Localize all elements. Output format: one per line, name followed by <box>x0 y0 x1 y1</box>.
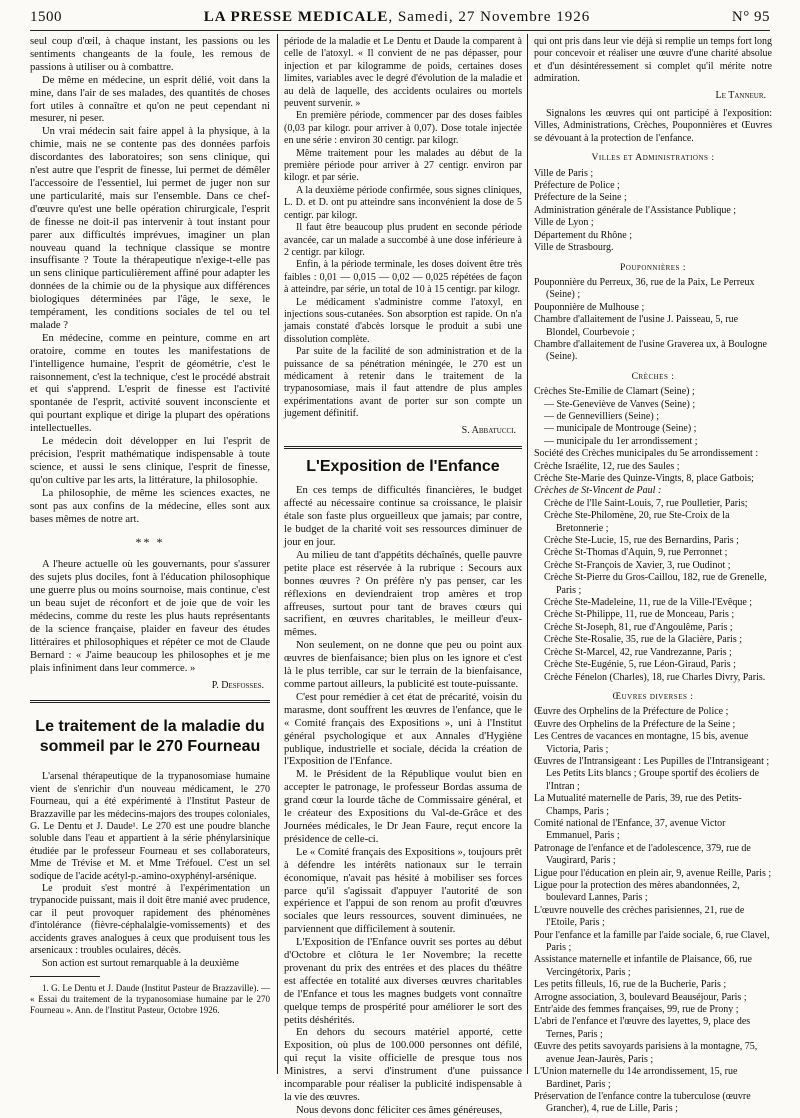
list-item: Ville de Strasbourg. <box>534 242 614 254</box>
list-item: Crèche Ste-Madeleine, 11, rue de la Ville-l'Evêque ; <box>544 597 753 609</box>
list-item: Crèche Israélite, 12, rue des Saules ; <box>534 460 680 472</box>
paragraph: C'est pour remédier à cet état de précarité, voisin du marasme, dont souffrent les œuvres de l'enfance, que le « Comité français des Expositions », uni à l'Institut général psychologique et aux Annales d'Hygiène publique, industrielle et sociale, décida la création de l'Exposition de l'Enfance. <box>284 691 522 768</box>
article-title: L'Exposition de l'Enfance <box>306 457 500 475</box>
section-stars: ** * <box>135 535 165 550</box>
paragraph: A la deuxième période confirmée, sous signes cliniques, L. D. et D. ont pu atteindre sans inconvénient la dose de 5 centigr. par kilogr. <box>284 184 522 221</box>
paragraph: Nous devons donc féliciter ces âmes généreuses, <box>296 1104 503 1116</box>
list-item: Crèche St-Thomas d'Aquin, 9, rue Perronnet ; <box>544 547 728 559</box>
list-item: Crèche Ste-Lucie, 15, rue des Bernardins, Paris ; <box>544 535 739 547</box>
list-item: Administration générale de l'Assistance Publique ; <box>534 204 737 216</box>
list-item: L'œuvre nouvelle des crèches parisiennes, 21, rue de l'Etoile, Paris ; <box>534 904 745 929</box>
list-item: La Mutualité maternelle de Paris, 39, rue des Petits-Champs, Paris ; <box>534 793 742 817</box>
paragraph: L'arsenal thérapeutique de la trypanosomiase humaine vient de s'enrichir d'un nouveau médicament, le 270 Fourneau, qui a été expérimenté à l'Institut Pasteur de Brazzaville par les médecins-majors des troupes coloniales, G. Le Dentu et J. Daude¹. Le 270 est une poudre blanche soluble dans l'eau et appartient à la série phénylarsinique étudiée par le professeur Fourneau et ses collaborateurs, Mme de Trévise et M. et Mme Tréfouel. C'est un sel sodique de l'acide acétyl-p.-amino-oxyphényl-arsénique. <box>30 771 270 882</box>
paragraph: qui ont pris dans leur vie déjà si remplie un temps fort long pour concevoir et réaliser une œuvre d'une charité absolue et d'un désintéressement si complet qu'il mérite notre admiration. <box>534 36 772 85</box>
list-item: Préfecture de Police ; <box>534 180 620 192</box>
paragraph: En dehors du secours matériel apporté, cette Exposition, où plus de 100.000 personnes ont défilé, qui reçut la visite officielle de presque tous nos Ministres, a servi d'instrument d'une puissance incomparable pour réaliser la publicité indispensable à la vie des œuvres. <box>284 1027 522 1103</box>
author-signature: P. Desfosses. <box>211 679 264 691</box>
paragraph: Le médicament s'administre comme l'atoxyl, en injections sous-cutanées. Son absorption est rapide. On n'a jamais constaté d'abcès lorsque le produit a subi une dissolution complète. <box>284 296 522 345</box>
paragraph: Un vrai médecin sait faire appel à la physique, à la chimie, mais ne se contente pas des données parfois discordantes des laboratoires; son sens clinique, qui n'est autre que l'esprit de finesse, lui permet de démêler l'accessoire de l'essentiel, lui permet de juger non sur une particularité, mais sur l'ensemble. Dans ce chef-d'œuvre qu'est une belle opération chirurgicale, l'esprit de finesse ne doit-il pas intervenir à tout instant pour parer aux difficultés imprévues, imaginer un plan nouveau quand la technique classique se montre insuffisante ? Toute la thérapeutique n'exige-t-elle pas un sens clinique particulièrement affiné pour adapter les données de la chimie ou de la physique aux différences biologiques déterminées par l'âge, le sexe, le tempérament, les conditions sociales de tel ou tel malade ? <box>30 126 270 331</box>
footnote: 1. G. Le Dentu et J. Daude (Institut Pasteur de Brazzaville). — « Essai du traitement de la trypanosomiase humaine par le 270 Fourneau ». Ann. de l'Institut Pasteur, Octobre 1926. <box>30 982 270 1015</box>
article-separator <box>284 446 522 449</box>
paragraph: Le médecin doit développer en lui l'esprit de précision, l'esprit mathématique indispensable à toute science, et aussi le sens clinique, l'esprit de finesse, qu'on cultive par les arts, la littérature, la philosophie. <box>30 436 270 486</box>
list-item: — municipale du 1er arrondissement ; <box>544 435 698 447</box>
creches-list <box>534 386 772 684</box>
list-item: Entr'aide des femmes françaises, 99, rue de Prony ; <box>534 1004 739 1016</box>
section-heading: Œuvres diverses : <box>612 690 694 702</box>
paragraph: seul coup d'œil, à chaque instant, les passions ou les sentiments changeants de la foule, les remous de passions à utiliser ou à combattre. <box>30 36 270 73</box>
page-number: 1500 <box>30 8 62 25</box>
paragraph: M. le Président de la République voulut bien en accepter le patronage, le professeur Bordas assuma de grand cœur la lourde tâche de Commissaire général, et le créateur des Expositions du Val-de-Grâce et des Journées médicales, le Dr Jean Faure, reçut encore la présidence de celle-ci. <box>284 769 522 845</box>
list-item: Crèche St-François de Xavier, 3, rue Oudinot ; <box>544 559 731 571</box>
list-item: Crèche St-Joseph, 81, rue d'Angoulême, Paris ; <box>544 621 733 633</box>
paragraph: période de la maladie et Le Dentu et Daude la comparent à celle de l'atoxyl. « Il convient de ne pas dépasser, pour injection et par kilogramme de poids, certaines doses limites, variables avec le degré d'évolution de la maladie et au delà de laquelle, des accidents oculaires ou mortels peuvent survenir. » <box>284 36 522 110</box>
oeuvres-list <box>534 706 772 1115</box>
column-divider-1 <box>277 34 278 1074</box>
pouponnieres-list <box>534 277 772 364</box>
paragraph: En première période, commencer par des doses faibles (0,03 par kilogr. pour arriver à 0,07). Dose totale injectée en une série : environ 30 centigr. par kilogr. <box>284 110 522 147</box>
list-item: Préfecture de la Seine ; <box>534 192 627 204</box>
list-item: Arrogne association, 3, boulevard Beauséjour, Paris ; <box>534 991 747 1003</box>
list-item: Chambre d'allaitement de l'usine J. Paisseau, 5, rue Blondel, Courbevoie ; <box>534 314 739 338</box>
issue-number: N° 95 <box>731 8 770 25</box>
list-item: Les Centres de vacances en montagne, 15 bis, avenue Victoria, Paris ; <box>534 731 749 755</box>
section-heading: Pouponnières : <box>619 261 686 273</box>
paragraph: Au milieu de tant d'appétits déchaînés, quelle pauvre petite place est réservée à la rubrique : Secours aux bonnes œuvres ? On préfère n'y pas penser, car les réflexions en deviendraient trop amères et trop affreuses, surtout pour tant de braves cœurs qui sacrifient, en œuvres charitables, le meilleur d'eux-mêmes. <box>284 549 522 639</box>
paragraph: A l'heure actuelle où les gouvernants, pour s'assurer des sujets plus dociles, font à l'éducation philosophique une guerre plus ou moins sournoise, mais continue, c'est un beau sujet de réconfort et de joie que de voir les médecins, comme du reste les plus hauts représentants de la science française, plaider en faveur des études littéraires et philosophiques et répéter ce mot de Claude Bernard : « J'aime beaucoup les philosophes et je me plais infiniment dans leur commerce. » <box>30 559 270 674</box>
list-item: Crèche Ste-Marie des Quinze-Vingts, 8, place Gatbois; <box>534 473 754 484</box>
list-item: Crèche Ste-Rosalie, 35, rue de la Glacière, Paris ; <box>544 634 742 646</box>
footnote-rule <box>30 976 100 977</box>
issue-date: , Samedi, 27 Novembre 1926 <box>388 8 591 25</box>
list-item: Crèche de l'Ile Saint-Louis, 7, rue Poulletier, Paris; <box>544 497 748 509</box>
list-item: Préservation de l'enfance contre la tuberculose (œuvre Grancher), 4, rue de Lille, Paris ; <box>534 1090 751 1115</box>
list-item: Œuvre des Orphelins de la Préfecture de la Seine ; <box>534 718 736 730</box>
paragraph: Le « Comité français des Expositions », toujours prêt à défendre les intérêts nationaux sur le terrain économique, n'avait pas hésité à mobiliser ses forces parce qu'il s'agissait d'appuyer l'autorité de son expérience et l'appui de son renom au profit d'œuvres sociales que leurs ressources, souvent diminuées, ne parviennent que difficilement à soutenir. <box>284 846 522 936</box>
list-item: Ligue pour la protection des mères abandonnées, 2, boulevard Lannes, Paris ; <box>534 880 740 904</box>
publication-name: LA PRESSE MEDICALE <box>203 8 389 25</box>
paragraph: Son action est surtout remarquable à la deuxième <box>42 957 239 969</box>
list-item: Ville de Lyon ; <box>534 217 594 229</box>
list-item: Crèche St-Marcel, 42, rue Vandrezanne, Paris ; <box>544 646 732 658</box>
paragraph: Le produit s'est montré à l'expérimentation un trypanocide puissant, mais il doit être manié avec prudence, car il peut provoquer rapidement des phénomènes d'intolérance (fièvre-céphalalgie-vomissements) et des accidents graves analogues à ceux que produisent tous les arsenicaux : troubles oculaires, décès. <box>30 883 270 957</box>
list-item: Département du Rhône ; <box>534 229 633 241</box>
paragraph: Par suite de la facilité de son administration et de la puissance de sa pénétration méningée, le 270 est un médicament à retenir dans le traitement de la trypanosomiase, mais il faut attendre de plus amples expérimentations avant de porter sur son compte un jugement définitif. <box>284 346 522 420</box>
section-heading: Crèches : <box>631 370 675 382</box>
list-item: Société des Crèches municipales du 5e arrondissement : <box>534 448 759 460</box>
list-item: Crèche St-Philippe, 11, rue de Monceau, Paris ; <box>544 609 735 621</box>
column-divider-2 <box>527 34 528 1074</box>
list-item: Chambre d'allaitement de l'usine Graverea ux, à Boulogne (Seine). <box>534 338 767 363</box>
author-signature: Le Tanneur. <box>715 89 766 101</box>
list-item: Œuvre des Orphelins de la Préfecture de Police ; <box>534 706 729 718</box>
list-item: L'Union maternelle du 14e arrondissement, 15, rue Bardinet, Paris ; <box>534 1066 738 1090</box>
list-item: Ville de Paris ; <box>534 167 594 179</box>
list-item: Patronage de l'enfance et de l'adolescence, 379, rue de Vaugirard, Paris ; <box>534 842 751 867</box>
list-item: Crèche St-Pierre du Gros-Caillou, 182, rue de Grenelle, Paris ; <box>544 572 767 596</box>
column-3 <box>534 36 772 1115</box>
list-item: Ligue pour l'éducation en plein air, 9, avenue Reille, Paris ; <box>534 867 772 879</box>
list-item: — de Gennevilliers (Seine) ; <box>544 410 659 422</box>
list-item: Œuvres de l'Intransigeant : Les Pupilles de l'Intransigeant ; Les Petits Lits blancs ; Groupe sportif des écoliers de l'Intran ; <box>534 755 770 792</box>
paragraph: L'Exposition de l'Enfance ouvrit ses portes au début d'Octobre et clôtura le 1er Novembre; la recette provenant du prix des entrées et des places du théâtre est affectée en totalité aux diverses œuvres charitables de l'Enfance et tous les magnes budgets vont connaître quelque temps de prospérité pour améliorer le sort des petits déshérités. <box>284 937 522 1026</box>
article-separator <box>30 700 270 703</box>
list-item: Crèche Fénelon (Charles), 18, rue Charles Divry, Paris. <box>544 671 766 683</box>
paragraph: Il faut être beaucoup plus prudent en seconde période avancée, car un malade a succombé à une dose inférieure à 2 centigr. par kilogr. <box>284 222 522 258</box>
list-item: — municipale de Montrouge (Seine) ; <box>544 423 697 435</box>
list-item: Assistance maternelle et infantile de Plaisance, 66, rue Vercingétorix, Paris ; <box>534 954 752 978</box>
author-signature: S. Abbatucci. <box>461 424 516 436</box>
paragraph: Enfin, à la période terminale, les doses doivent être très faibles : 0,01 — 0,015 — 0,02 — 0,025 répétées de façon à atteindre, par série, un total de 10 à 15 centigr. par kilogr. <box>284 259 522 296</box>
list-item: — Ste-Geneviève de Vanves (Seine) ; <box>544 398 696 410</box>
list-item: Pour l'enfance et la famille par l'aide sociale, 6, rue Clavel, Paris ; <box>534 929 770 954</box>
section-heading: Villes et Administrations : <box>591 152 715 164</box>
list-item: Crèche Ste-Eugénie, 5, rue Léon-Giraud, Paris ; <box>544 659 736 671</box>
column-1 <box>30 36 270 1076</box>
list-item: Les petits filleuls, 16, rue de la Bucherie, Paris ; <box>534 979 727 991</box>
paragraph: La philosophie, de même les sciences exactes, ne sont pas aux confins de la médecine, elles sont aux bases mêmes de notre art. <box>30 487 270 525</box>
paragraph: En ces temps de difficultés financières, le budget affecté au nécessaire continue sa croissance, le plaisir étale son faste plus orgueilleux que jamais; par contre, le budget de la charité voit ses ressources diminuer de jour en jour. <box>284 485 522 549</box>
list-item: Crèches de St-Vincent de Paul : <box>534 485 662 497</box>
article-title: Le traitement de la maladie du sommeil par le 270 Fourneau <box>35 718 265 756</box>
list-item: Comité national de l'Enfance, 37, avenue Victor Emmanuel, Paris ; <box>534 817 726 842</box>
list-item: Pouponnière de Mulhouse ; <box>534 301 645 313</box>
paragraph: Signalons les œuvres qui ont participé à l'exposition: Villes, Administrations, Crèches, Pouponnières et Œuvres se dévouant à la protection de l'enfance. <box>534 108 772 144</box>
paragraph: De même en médecine, un esprit délié, voit dans la mine, dans l'air de ses malades, des quantités de choses fort utiles à connaître et qu'on ne peut cependant ni mesurer, ni peser. <box>30 74 270 125</box>
page-header <box>30 6 770 28</box>
paragraph: En médecine, comme en peinture, comme en art oratoire, comme en toutes les manifestations de l'intelligence humaine, l'esprit de géométrie, c'est le raisonnement, c'est la technique, c'est le procédé abstrait et qui s'apprend. L'esprit de finesse est l'activité spontanée de l'esprit, activité souvent inconsciente et qui pourtant explique et dirige la plupart des opérations intellectuelles. <box>30 332 270 435</box>
paragraph: Même traitement pour les malades au début de la première période pour arriver à 27 centigr. environ par kilogr. et par série. <box>284 147 522 184</box>
list-item: L'abri de l'enfance et l'œuvre des layettes, 9, place des Ternes, Paris ; <box>534 1016 751 1040</box>
paragraph: Non seulement, on ne donne que peu ou point aux œuvres de bienfaisance; bien plus on les ignore et c'est là le plus terrible, car sur le terrain de la bienfaisance, comme partout ailleurs, la publicité est toute-puissante. <box>284 640 522 690</box>
column-2 <box>284 36 522 1116</box>
list-item: Pouponnière du Perreux, 36, rue de la Paix, Le Perreux (Seine) ; <box>534 276 755 301</box>
villes-list <box>534 168 772 255</box>
list-item: Crèches Ste-Emilie de Clamart (Seine) ; <box>534 386 695 398</box>
list-item: Crèche Ste-Philomène, 20, rue Ste-Croix de la Bretonnerie ; <box>544 510 730 534</box>
masthead <box>204 9 591 26</box>
list-item: Œuvre des petits savoyards parisiens à la montagne, 75, avenue Jean-Jaurès, Paris ; <box>534 1041 758 1065</box>
header-rule <box>30 30 770 31</box>
